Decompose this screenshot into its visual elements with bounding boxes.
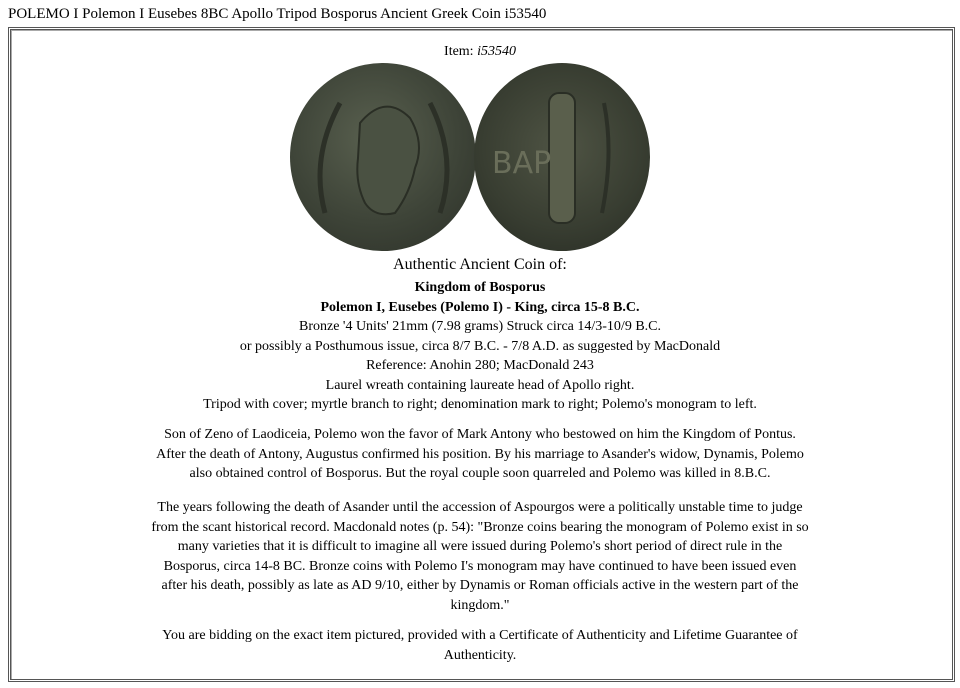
item-id: i53540 bbox=[477, 44, 516, 59]
detail-line: or possibly a Posthumous issue, circa 8/7 B.C. - 7/8 A.D. as suggested by MacDonald bbox=[239, 338, 721, 354]
detail-line: Bronze '4 Units' 21mm (7.98 grams) Struck circa 14/3-10/9 B.C. bbox=[299, 319, 661, 334]
coin-heading: Authentic Ancient Coin of: bbox=[393, 256, 567, 273]
detail-line: Reference: Anohin 280; MacDonald 243 bbox=[366, 358, 594, 373]
coin-reverse-image bbox=[474, 63, 650, 251]
coin-details bbox=[0, 278, 960, 415]
page-title: POLEMO I Polemon I Eusebes 8BC Apollo Tripod Bosporus Ancient Greek Coin i53540 bbox=[8, 6, 547, 22]
item-label: Item: bbox=[444, 44, 474, 59]
history-paragraph: Son of Zeno of Laodiceia, Polemo won the favor of Mark Antony who bestowed on him the Kingdom of Pontus. After the death of Antony, Augustus confirmed his position. By his marriage to Asander's widow, Dynamis, Polemo also obtained control of Bosporus. But the royal couple soon quarreled and Polemo was killed in 8.B.C. bbox=[156, 427, 804, 481]
detail-line: Tripod with cover; myrtle branch to right; denomination mark to right; Polemo's monogram to left. bbox=[203, 397, 757, 412]
kingdom: Kingdom of Bosporus bbox=[414, 280, 546, 295]
detail-line: Laurel wreath containing laureate head of Apollo right. bbox=[325, 377, 635, 393]
ruler: Polemon I, Eusebes (Polemo I) - King, circa 15-8 B.C. bbox=[320, 299, 640, 315]
item-number bbox=[0, 44, 960, 60]
coin-obverse-image bbox=[290, 63, 476, 251]
macdonald-paragraph: The years following the death of Asander until the accession of Aspourgos were a politically unstable time to judge from the scant historical record. Macdonald notes (p. 54): "Bronze coins bearing the monogram of Polemo exist in so many varieties that it is difficult to imagine all were issued during Polemo's short period of direct rule in the Bosporus, circa 14-8 BC. Bronze coins with Polemo I's monogram may have continued to have been issued even after his death, possibly as late as AD 9/10, either by Dynamis or Roman officials active in the western part of the kingdom." bbox=[151, 500, 809, 613]
guarantee-paragraph: You are bidding on the exact item pictured, provided with a Certificate of Authenticity and Lifetime Guarantee of Authenticity. bbox=[162, 628, 798, 663]
svg-text:ΒΑΡ: ΒΑΡ bbox=[492, 146, 552, 181]
